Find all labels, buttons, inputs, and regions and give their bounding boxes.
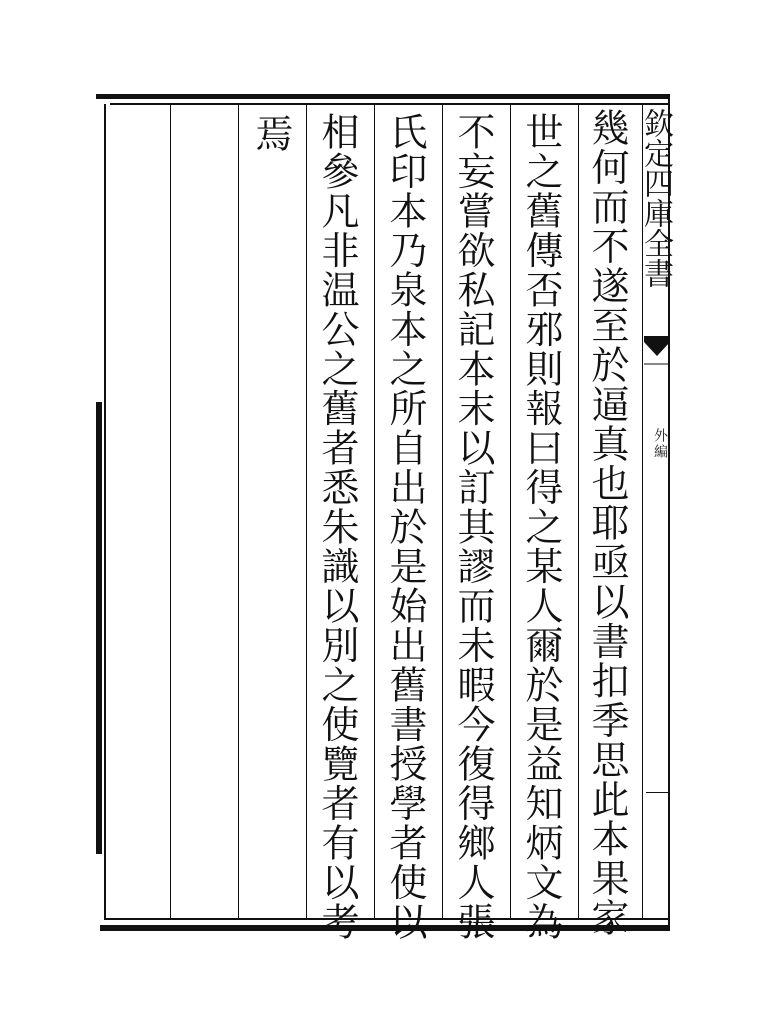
- column-divider-2: [238, 104, 239, 918]
- column-divider-7: [578, 104, 579, 918]
- column-divider-3: [306, 104, 307, 918]
- text-column-2: 世之舊傳否邪則報曰得之某人爾於是益知炳文為: [519, 112, 563, 942]
- frame-top-outer-line: [96, 94, 670, 99]
- margin-tick: [646, 792, 668, 793]
- column-divider-1: [170, 104, 171, 918]
- text-column-4: 氏印本乃泉本之所自出於是始出舊書授學者使以: [383, 112, 427, 942]
- text-column-5: 相參凡非温公之舊者悉朱識以別之使覽者有以考: [315, 112, 359, 942]
- column-divider-4: [374, 104, 375, 918]
- frame-left-outer-line: [96, 402, 102, 854]
- column-divider-5: [442, 104, 443, 918]
- fishtail-ornament: [642, 334, 672, 378]
- section-note: 外編: [652, 428, 668, 460]
- frame-top-inner-line: [110, 103, 670, 105]
- book-title: 欽定四庫全書: [638, 108, 673, 288]
- column-divider-6: [510, 104, 511, 918]
- frame-left-inner-line: [104, 104, 106, 920]
- text-column-3: 不妄嘗欲私記本末以訂其謬而未暇今復得鄉人張: [451, 112, 495, 942]
- text-column-1: 幾何而不遂至於逼真也耶亟以書扣季思此本果家: [585, 108, 629, 938]
- text-column-6: 焉: [249, 114, 293, 154]
